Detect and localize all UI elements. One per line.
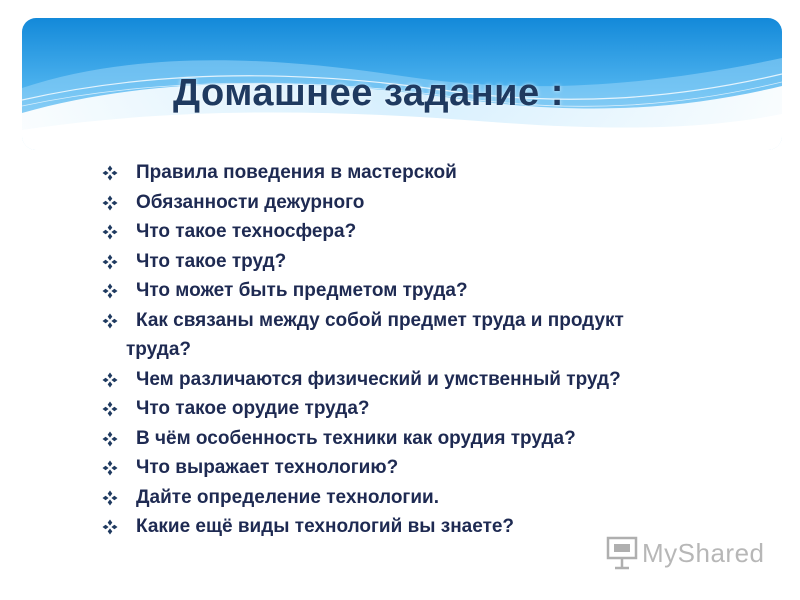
list-item-text: Что такое орудие труда?: [136, 398, 370, 419]
list-item-text: Правила поведения в мастерской: [136, 162, 457, 183]
diamond-bullet-icon: [102, 372, 118, 388]
homework-list: [100, 158, 740, 542]
list-item-text: Какие ещё виды технологий вы знаете?: [136, 516, 515, 537]
list-item-text: Обязанности дежурного: [136, 191, 365, 213]
diamond-bullet-icon: [102, 195, 118, 211]
list-item: [100, 365, 740, 395]
watermark-text: MyShared: [642, 537, 765, 568]
diamond-bullet-icon: [102, 283, 118, 299]
list-item-text: Что может быть предметом труда?: [136, 280, 468, 301]
list-item-text: Что выражает технологию?: [136, 457, 399, 478]
list-item: [100, 483, 740, 513]
presentation-board-icon: [606, 536, 638, 570]
diamond-bullet-icon: [102, 313, 118, 329]
list-item: [100, 276, 740, 306]
diamond-bullet-icon: [102, 254, 118, 270]
list-item: [100, 158, 740, 188]
list-item-text: Как связаны между собой предмет труда и продукт: [136, 309, 624, 331]
list-item-text: В чём особенность техники как орудия труда?: [136, 427, 576, 449]
list-item-continuation: труда?: [126, 339, 191, 360]
list-item: [100, 424, 740, 454]
list-item: [100, 188, 740, 218]
diamond-bullet-icon: [102, 490, 118, 506]
diamond-bullet-icon: [102, 519, 118, 535]
diamond-bullet-icon: [102, 431, 118, 447]
diamond-bullet-icon: [102, 165, 118, 181]
list-item: [100, 217, 740, 247]
list-item: [100, 394, 740, 424]
slide-title: Домашнее задание :: [173, 72, 564, 114]
list-item: [100, 306, 740, 336]
list-item: [100, 453, 740, 483]
diamond-bullet-icon: [102, 401, 118, 417]
list-item: [100, 247, 740, 277]
list-item-text: Что такое труд?: [136, 250, 287, 272]
watermark: [606, 536, 765, 570]
diamond-bullet-icon: [102, 460, 118, 476]
list-item-text: Чем различаются физический и умственный труд?: [136, 368, 621, 390]
list-item-text: Что такое техносфера?: [136, 221, 357, 242]
list-item-text: Дайте определение технологии.: [136, 486, 439, 508]
diamond-bullet-icon: [102, 224, 118, 240]
